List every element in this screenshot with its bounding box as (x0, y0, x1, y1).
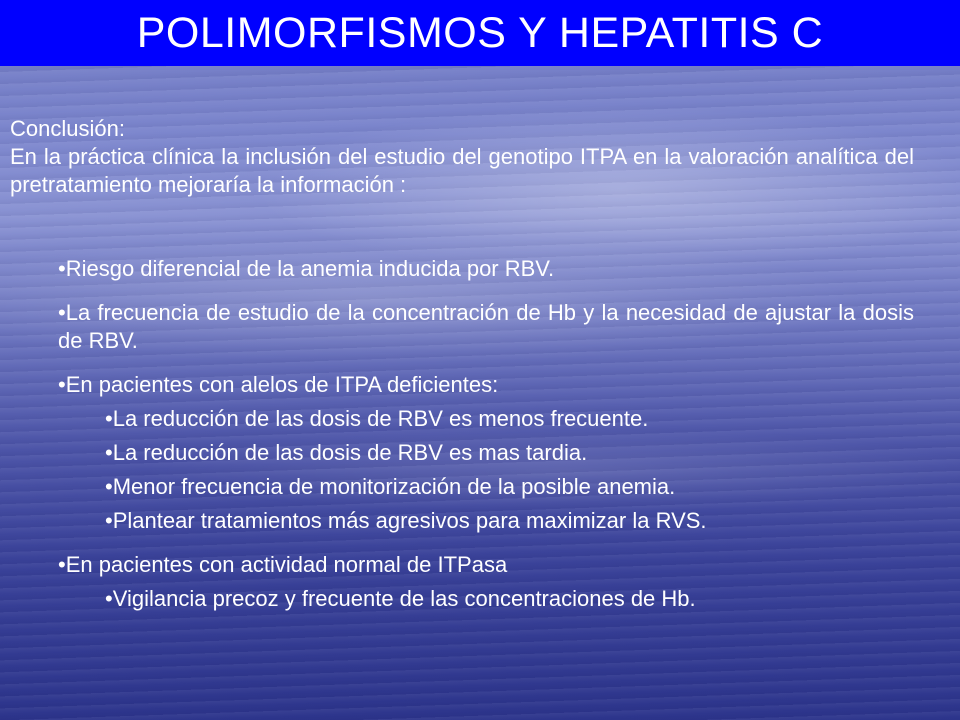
sub-bullet-item (58, 507, 914, 535)
sub-bullet-item (58, 585, 914, 613)
bullet-icon: • (105, 474, 113, 499)
bullet-icon: • (105, 440, 113, 465)
bullet-list (58, 255, 914, 629)
title-bar (0, 0, 960, 66)
bullet-icon: • (58, 300, 66, 325)
bullet-text: Riesgo diferencial de la anemia inducida por RBV. (65, 256, 555, 281)
bullet-group (58, 551, 914, 613)
bullet-icon: • (58, 372, 66, 397)
sub-bullet-text: Menor frecuencia de monitorización de la posible anemia. (112, 474, 676, 499)
conclusion-block (10, 115, 914, 199)
sub-bullet-text: La reducción de las dosis de RBV es mas tardia. (112, 440, 588, 465)
bullet-text: En pacientes con alelos de ITPA deficientes: (65, 372, 499, 397)
bullet-text: En pacientes con actividad normal de ITPasa (65, 552, 508, 577)
sub-bullet-item (58, 405, 914, 433)
bullet-icon: • (105, 406, 113, 431)
sub-bullet-item (58, 473, 914, 501)
bullet-icon: • (58, 256, 66, 281)
bullet-item (58, 255, 914, 283)
bullet-text: La frecuencia de estudio de la concentración de Hb y la necesidad de ajustar la dosis de RBV. (58, 300, 914, 353)
bullet-icon: • (105, 508, 113, 533)
bullet-group (58, 371, 914, 535)
sub-bullet-text: Plantear tratamientos más agresivos para maximizar la RVS. (112, 508, 707, 533)
bullet-item (58, 299, 914, 355)
slide-title: POLIMORFISMOS Y HEPATITIS C (136, 8, 824, 57)
conclusion-heading: Conclusión: (10, 116, 125, 141)
sub-bullet-text: Vigilancia precoz y frecuente de las concentraciones de Hb. (112, 586, 696, 611)
bullet-item (58, 371, 914, 399)
conclusion-text: En la práctica clínica la inclusión del estudio del genotipo ITPA en la valoración analítica del pretratamiento mejoraría la información : (10, 144, 914, 197)
bullet-icon: • (58, 552, 66, 577)
sub-bullet-text: La reducción de las dosis de RBV es menos frecuente. (112, 406, 649, 431)
bullet-icon: • (105, 586, 113, 611)
sub-bullet-item (58, 439, 914, 467)
bullet-item (58, 551, 914, 579)
